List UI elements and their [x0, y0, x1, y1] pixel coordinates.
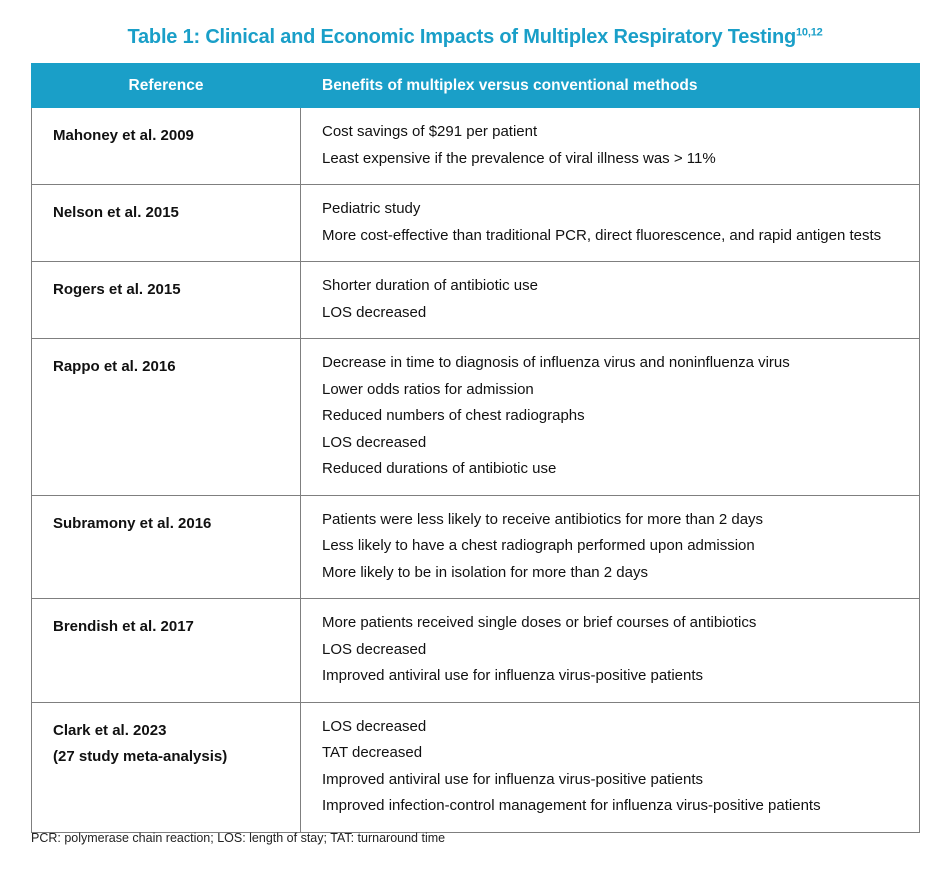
benefit-item: Shorter duration of antibiotic use [322, 277, 538, 294]
reference-text: Mahoney et al. 2009 [53, 127, 194, 144]
benefit-item: Improved antiviral use for influenza virus-positive patients [322, 770, 704, 788]
table-title-text: Table 1: Clinical and Economic Impacts of Multiplex Respiratory Testing [127, 26, 796, 48]
reference-text: (27 study meta-analysis) [53, 747, 228, 765]
reference-cell [32, 599, 301, 703]
benefit-item: Cost savings of $291 per patient [322, 123, 538, 140]
benefits-cell [301, 262, 920, 339]
reference-text: Rappo et al. 2016 [53, 358, 176, 375]
benefit-item: Reduced durations of antibiotic use [322, 460, 557, 477]
benefits-cell [301, 599, 920, 703]
benefit-item: LOS decreased [322, 717, 427, 735]
reference-cell [32, 108, 301, 185]
table-row [32, 262, 920, 339]
table-footnote: PCR: polymerase chain reaction; LOS: length of stay; TAT: turnaround time [31, 831, 446, 845]
benefit-item: LOS decreased [322, 303, 427, 321]
reference-cell [32, 262, 301, 339]
reference-text: Nelson et al. 2015 [53, 204, 179, 221]
table-body [32, 108, 920, 833]
benefit-item: Improved antiviral use for influenza virus-positive patients [322, 667, 704, 684]
benefit-item: More likely to be in isolation for more than 2 days [322, 563, 648, 581]
reference-cell [32, 702, 301, 832]
reference-text: Clark et al. 2023 [53, 721, 167, 739]
benefits-cell [301, 185, 920, 262]
benefit-item: Improved infection-control management for influenza virus-positive patients [322, 797, 821, 814]
header-row [32, 64, 920, 108]
benefit-item: Least expensive if the prevalence of viral illness was > 11% [322, 149, 716, 167]
table-row [32, 108, 920, 185]
benefits-cell [301, 108, 920, 185]
reference-text: Subramony et al. 2016 [53, 514, 212, 532]
header-reference: Reference [32, 64, 301, 108]
header-benefits: Benefits of multiplex versus conventional methods [301, 64, 920, 108]
impact-table [31, 63, 920, 833]
reference-cell [32, 495, 301, 599]
benefit-item: LOS decreased [322, 433, 427, 451]
benefit-item: LOS decreased [322, 640, 427, 658]
benefit-item: Reduced numbers of chest radiographs [322, 407, 585, 424]
table-row [32, 702, 920, 832]
table-row [32, 339, 920, 496]
reference-cell [32, 185, 301, 262]
benefit-item: Patients were less likely to receive antibiotics for more than 2 days [322, 510, 764, 528]
benefits-cell [301, 339, 920, 496]
benefit-item: More cost-effective than traditional PCR, direct fluorescence, and rapid antigen tests [322, 226, 882, 244]
table-row [32, 599, 920, 703]
reference-text: Rogers et al. 2015 [53, 281, 181, 298]
benefit-item: Less likely to have a chest radiograph performed upon admission [322, 537, 755, 554]
benefits-cell [301, 702, 920, 832]
table-row [32, 495, 920, 599]
benefit-item: Decrease in time to diagnosis of influenza virus and noninfluenza virus [322, 354, 790, 371]
reference-text: Brendish et al. 2017 [53, 618, 194, 635]
title-citation-superscript: 10,12 [796, 26, 823, 39]
reference-cell [32, 339, 301, 496]
benefit-item: More patients received single doses or brief courses of antibiotics [322, 614, 757, 631]
table-row [32, 185, 920, 262]
benefits-cell [301, 495, 920, 599]
benefit-item: Lower odds ratios for admission [322, 380, 534, 398]
table-header [32, 64, 920, 108]
benefit-item: Pediatric study [322, 200, 421, 217]
benefit-item: TAT decreased [322, 744, 423, 761]
table-title [0, 26, 950, 49]
